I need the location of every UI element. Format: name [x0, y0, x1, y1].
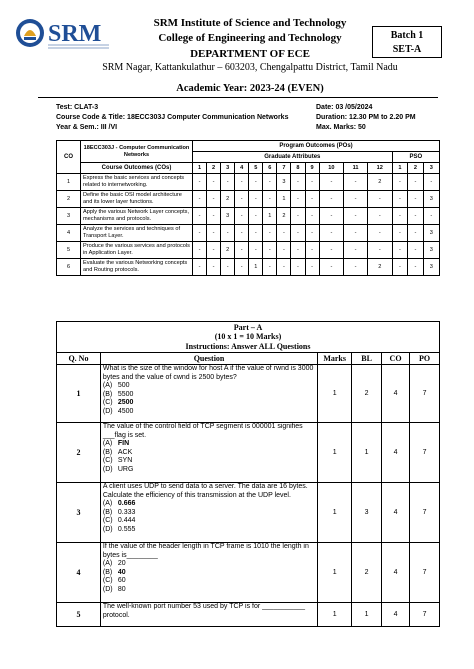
- po-mapping-cell: -: [277, 259, 291, 276]
- po-mapping-cell: -: [291, 174, 305, 191]
- option-letter: (D): [102, 407, 113, 415]
- institute-name: SRM Institute of Science and Technology: [153, 17, 347, 29]
- po-mapping-cell: -: [249, 191, 263, 208]
- po-mapping-cell: -: [392, 259, 408, 276]
- po-mapping-cell: -: [221, 225, 235, 242]
- po-mapping-cell: -: [392, 225, 408, 242]
- po-mapping-cell: -: [367, 191, 392, 208]
- question-row: [57, 603, 440, 627]
- answer-option: [103, 517, 315, 526]
- option-letter: (D): [102, 465, 113, 473]
- pso-header: PSO: [392, 152, 439, 163]
- co-row: [57, 208, 440, 225]
- option-letter: (B): [102, 448, 113, 456]
- question-row: [57, 365, 440, 423]
- option-text: 0.666: [117, 500, 136, 507]
- po-mapping-cell: 1: [277, 191, 291, 208]
- option-letter: (C): [102, 399, 113, 406]
- option-letter: (C): [102, 577, 113, 584]
- header-divider: [38, 97, 438, 98]
- question-bl: 3: [352, 483, 382, 543]
- po-mapping-cell: -: [207, 174, 221, 191]
- po-mapping-cell: -: [305, 259, 319, 276]
- option-text: ACK: [117, 448, 133, 456]
- po-mapping-cell: -: [263, 242, 277, 259]
- answer-option: [103, 440, 315, 449]
- po-mapping-cell: 3: [277, 174, 291, 191]
- answer-option: [103, 569, 315, 578]
- question-cell: [100, 543, 317, 603]
- col-po: PO: [410, 353, 440, 365]
- po-mapping-cell: -: [207, 242, 221, 259]
- program-outcomes-header: Program Outcomes (POs): [193, 141, 440, 152]
- po-mapping-cell: -: [408, 174, 424, 191]
- po-mapping-cell: -: [344, 191, 368, 208]
- answer-option: [103, 466, 315, 475]
- po-mapping-cell: -: [193, 225, 207, 242]
- co-row: [57, 174, 440, 191]
- po-mapping-cell: -: [291, 225, 305, 242]
- po-mapping-cell: -: [408, 242, 424, 259]
- po-number: 2: [408, 163, 424, 174]
- po-mapping-cell: -: [408, 208, 424, 225]
- po-number: 9: [305, 163, 319, 174]
- question-marks: 1: [318, 483, 352, 543]
- po-number: 12: [367, 163, 392, 174]
- po-mapping-cell: -: [367, 242, 392, 259]
- department-name: DEPARTMENT OF ECE: [190, 48, 310, 60]
- max-marks: Max. Marks: 50: [316, 124, 366, 131]
- po-mapping-cell: -: [408, 191, 424, 208]
- course-outcomes-header: Course Outcomes (COs): [81, 163, 193, 174]
- po-mapping-cell: 3: [221, 208, 235, 225]
- option-letter: (C): [102, 517, 113, 524]
- exam-date: Date: 03 /05/2024: [316, 104, 373, 111]
- answer-option: [103, 382, 315, 391]
- po-number: 3: [221, 163, 235, 174]
- col-qno: Q. No: [57, 353, 101, 365]
- po-mapping-cell: 2: [221, 242, 235, 259]
- po-mapping-cell: -: [277, 225, 291, 242]
- co-description: Apply the various Network Layer concepts, mechanisms and protocols.: [81, 208, 193, 225]
- po-mapping-cell: -: [193, 259, 207, 276]
- option-text: 80: [117, 585, 126, 593]
- po-mapping-cell: -: [207, 259, 221, 276]
- po-mapping-cell: -: [235, 174, 249, 191]
- co-row: [57, 191, 440, 208]
- po-mapping-cell: -: [235, 259, 249, 276]
- question-number: 4: [57, 543, 101, 603]
- batch-box: [372, 26, 442, 58]
- option-text: URG: [117, 465, 134, 473]
- po-mapping-cell: -: [408, 225, 424, 242]
- po-mapping-cell: -: [291, 259, 305, 276]
- svg-text:SRM: SRM: [48, 21, 102, 47]
- po-mapping-cell: -: [367, 225, 392, 242]
- po-mapping-cell: -: [235, 242, 249, 259]
- po-mapping-cell: -: [344, 259, 368, 276]
- po-mapping-cell: -: [319, 191, 344, 208]
- co-description: Produce the various services and protocols in Application Layer.: [81, 242, 193, 259]
- po-mapping-cell: -: [305, 208, 319, 225]
- question-co: 4: [382, 543, 410, 603]
- answer-option: [103, 526, 315, 535]
- question-po: 7: [410, 423, 440, 483]
- po-mapping-cell: 2: [367, 174, 392, 191]
- exam-duration: Duration: 12.30 PM to 2.20 PM: [316, 114, 416, 121]
- po-mapping-cell: 1: [263, 208, 277, 225]
- course-label: 18ECC303J - Computer Communication Networks: [81, 141, 193, 163]
- option-letter: (A): [102, 382, 113, 389]
- option-text: FIN: [117, 440, 130, 447]
- po-number: 10: [319, 163, 344, 174]
- question-co: 4: [382, 483, 410, 543]
- po-mapping-cell: -: [319, 225, 344, 242]
- question-stem: A client uses UDP to send data to a server. The data are 16 bytes. Calculate the efficiency of this transmission at the UDP level.: [102, 483, 308, 499]
- po-number: 6: [263, 163, 277, 174]
- po-number: 8: [291, 163, 305, 174]
- answer-option: [103, 560, 315, 569]
- question-po: 7: [410, 365, 440, 423]
- po-mapping-cell: -: [221, 259, 235, 276]
- answer-option: [103, 391, 315, 400]
- po-mapping-cell: -: [291, 242, 305, 259]
- po-mapping-cell: -: [193, 174, 207, 191]
- question-cell: [100, 365, 317, 423]
- po-mapping-cell: -: [263, 259, 277, 276]
- co-header: CO: [57, 141, 81, 174]
- col-marks: Marks: [318, 353, 352, 365]
- col-bl: BL: [352, 353, 382, 365]
- option-letter: (A): [102, 440, 113, 447]
- po-mapping-cell: -: [319, 174, 344, 191]
- co-row: [57, 242, 440, 259]
- co-number: 1: [57, 174, 81, 191]
- po-mapping-cell: -: [423, 174, 439, 191]
- po-mapping-cell: -: [344, 225, 368, 242]
- question-marks: 1: [318, 603, 352, 627]
- option-letter: (A): [102, 500, 113, 507]
- po-mapping-cell: -: [319, 208, 344, 225]
- po-number: 5: [249, 163, 263, 174]
- po-mapping-cell: -: [408, 259, 424, 276]
- srm-logo: [14, 14, 144, 54]
- po-mapping-cell: -: [207, 225, 221, 242]
- po-mapping-cell: -: [392, 208, 408, 225]
- po-mapping-cell: -: [367, 208, 392, 225]
- po-mapping-cell: -: [305, 174, 319, 191]
- co-number: 4: [57, 225, 81, 242]
- po-mapping-cell: 2: [277, 208, 291, 225]
- option-letter: (A): [102, 560, 113, 567]
- co-row: [57, 225, 440, 242]
- po-mapping-cell: -: [344, 242, 368, 259]
- set-label: SET-A: [392, 44, 422, 55]
- po-mapping-cell: -: [235, 225, 249, 242]
- question-bl: 1: [352, 603, 382, 627]
- po-mapping-cell: -: [221, 174, 235, 191]
- po-mapping-cell: -: [207, 191, 221, 208]
- po-number: 2: [207, 163, 221, 174]
- po-mapping-cell: -: [193, 242, 207, 259]
- answer-option: [103, 586, 315, 595]
- co-po-table: [56, 140, 440, 276]
- po-mapping-cell: -: [319, 242, 344, 259]
- question-marks: 1: [318, 543, 352, 603]
- year-sem: Year & Sem.: III /VI: [56, 124, 118, 131]
- question-cell: [100, 423, 317, 483]
- question-stem: The value of the control field of TCP segment is 000001 signifies ___flag is set.: [102, 423, 303, 439]
- question-row: [57, 483, 440, 543]
- answer-option: [103, 509, 315, 518]
- test-name: Test: CLAT-3: [56, 104, 99, 111]
- col-question: Question: [100, 353, 317, 365]
- po-mapping-cell: 3: [423, 242, 439, 259]
- po-mapping-cell: -: [193, 191, 207, 208]
- po-mapping-cell: -: [235, 208, 249, 225]
- college-name: College of Engineering and Technology: [158, 32, 342, 44]
- part-header: [57, 322, 440, 353]
- co-row: [57, 259, 440, 276]
- po-mapping-cell: -: [263, 174, 277, 191]
- address: SRM Nagar, Kattankulathur – 603203, Chengalpattu District, Tamil Nadu: [102, 62, 398, 73]
- col-co: CO: [382, 353, 410, 365]
- question-row: [57, 423, 440, 483]
- option-text: 4500: [117, 407, 134, 415]
- answer-option: [103, 449, 315, 458]
- po-mapping-cell: -: [249, 208, 263, 225]
- po-number: 1: [193, 163, 207, 174]
- option-text: 0.333: [117, 508, 136, 516]
- po-mapping-cell: 3: [423, 191, 439, 208]
- question-po: 7: [410, 543, 440, 603]
- po-mapping-cell: 1: [249, 259, 263, 276]
- question-stem: What is the size of the window for host A if the value of rwnd is 3000 bytes and the value of cwnd is 2500 bytes?: [102, 365, 314, 381]
- option-text: 5500: [117, 390, 134, 398]
- co-description: Define the basic OSI model architecture and its lower layer functions.: [81, 191, 193, 208]
- question-number: 5: [57, 603, 101, 627]
- po-mapping-cell: -: [277, 242, 291, 259]
- po-mapping-cell: 2: [367, 259, 392, 276]
- po-mapping-cell: -: [319, 259, 344, 276]
- answer-option: [103, 408, 315, 417]
- question-po: 7: [410, 603, 440, 627]
- question-bl: 1: [352, 423, 382, 483]
- batch-label: Batch 1: [390, 30, 424, 41]
- po-mapping-cell: -: [263, 225, 277, 242]
- co-description: Express the basic services and concepts related to internetworking.: [81, 174, 193, 191]
- option-text: 60: [117, 577, 126, 584]
- po-number: 11: [344, 163, 368, 174]
- po-mapping-cell: -: [392, 242, 408, 259]
- answer-option: [103, 399, 315, 408]
- option-letter: (C): [102, 457, 113, 464]
- po-mapping-cell: -: [291, 191, 305, 208]
- option-letter: (B): [102, 568, 113, 576]
- co-number: 6: [57, 259, 81, 276]
- question-stem: If the value of the header length in TCP frame is 1010 the length in bytes is________: [102, 543, 309, 559]
- po-mapping-cell: -: [305, 242, 319, 259]
- po-mapping-cell: -: [249, 242, 263, 259]
- po-mapping-cell: -: [392, 174, 408, 191]
- po-number: 7: [277, 163, 291, 174]
- part-instructions: Instructions: Answer ALL Questions: [185, 341, 311, 351]
- co-number: 5: [57, 242, 81, 259]
- question-number: 2: [57, 423, 101, 483]
- option-letter: (B): [102, 390, 113, 398]
- part-marks: (10 x 1 = 10 Marks): [214, 332, 282, 342]
- co-number: 3: [57, 208, 81, 225]
- option-letter: (D): [102, 525, 113, 533]
- po-mapping-cell: -: [235, 191, 249, 208]
- co-description: Analyze the services and techniques of Transport Layer.: [81, 225, 193, 242]
- answer-option: [103, 577, 315, 586]
- po-mapping-cell: -: [344, 208, 368, 225]
- option-text: SYN: [117, 457, 133, 464]
- po-mapping-cell: -: [344, 174, 368, 191]
- option-letter: (D): [102, 585, 113, 593]
- academic-year: Academic Year: 2023-24 (EVEN): [176, 83, 324, 94]
- question-co: 4: [382, 365, 410, 423]
- po-mapping-cell: -: [291, 208, 305, 225]
- po-mapping-cell: -: [423, 208, 439, 225]
- question-stem: The well-known port number 53 used by TCP is for ___________ protocol.: [102, 603, 305, 619]
- course-title: Course Code & Title: 18ECC303J Computer Communication Networks: [56, 114, 289, 121]
- question-bl: 2: [352, 365, 382, 423]
- question-cell: [100, 603, 317, 627]
- question-co: 4: [382, 603, 410, 627]
- answer-option: [103, 457, 315, 466]
- question-table: [56, 321, 440, 627]
- option-text: 2500: [117, 399, 134, 406]
- po-mapping-cell: -: [193, 208, 207, 225]
- option-text: 0.555: [117, 525, 136, 533]
- po-mapping-cell: -: [305, 191, 319, 208]
- po-mapping-cell: -: [263, 191, 277, 208]
- question-cell: [100, 483, 317, 543]
- option-text: 500: [117, 382, 130, 389]
- part-title: Part – A: [233, 322, 263, 332]
- co-number: 2: [57, 191, 81, 208]
- po-mapping-cell: 3: [423, 225, 439, 242]
- po-number: 4: [235, 163, 249, 174]
- option-text: 40: [117, 568, 126, 576]
- option-letter: (B): [102, 508, 113, 516]
- question-bl: 2: [352, 543, 382, 603]
- po-mapping-cell: -: [249, 174, 263, 191]
- po-mapping-cell: -: [207, 208, 221, 225]
- po-mapping-cell: -: [249, 225, 263, 242]
- po-mapping-cell: 3: [423, 259, 439, 276]
- option-text: 20: [117, 560, 126, 567]
- option-text: 0.444: [117, 517, 136, 524]
- question-po: 7: [410, 483, 440, 543]
- question-co: 4: [382, 423, 410, 483]
- graduate-attributes-header: Graduate Attributes: [193, 152, 393, 163]
- po-mapping-cell: -: [305, 225, 319, 242]
- po-number: 3: [423, 163, 439, 174]
- question-marks: 1: [318, 365, 352, 423]
- question-number: 1: [57, 365, 101, 423]
- co-description: Evaluate the various Networking concepts and Routing protocols.: [81, 259, 193, 276]
- question-row: [57, 543, 440, 603]
- institute-heading: [150, 16, 350, 46]
- po-mapping-cell: -: [392, 191, 408, 208]
- po-number: 1: [392, 163, 408, 174]
- po-mapping-cell: 2: [221, 191, 235, 208]
- question-marks: 1: [318, 423, 352, 483]
- question-number: 3: [57, 483, 101, 543]
- answer-option: [103, 500, 315, 509]
